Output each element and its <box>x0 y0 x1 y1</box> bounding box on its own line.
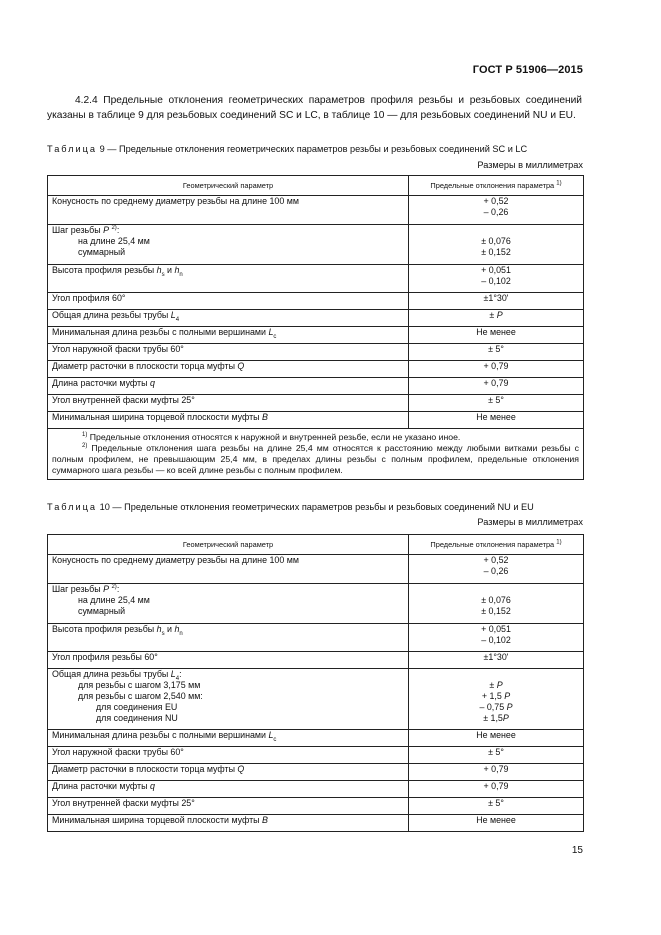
table-row: Высота профиля резьбы $h_s$ и $h_n$ + 0,051 – 0,102 <box>48 265 584 293</box>
clause-number: 4.2.4 <box>75 95 98 106</box>
table9-units: Размеры в миллиметрах <box>477 160 583 170</box>
footnote-1: Предельные отклонения относятся к наружной и внутренней резьбе, если не указано иное. <box>89 432 461 442</box>
table-10 <box>47 534 584 832</box>
table-row: Угол внутренней фаски муфты 25° ± 5° <box>48 798 584 815</box>
table-row: Минимальная ширина торцевой плоскости муфты B Не менее <box>48 412 584 429</box>
table-row: Длина расточки муфты q + 0,79 <box>48 378 584 395</box>
clause-text: Предельные отклонения геометрических параметров профиля резьбы и резьбовых соединений указаны в таблице 9 для резьбовых соединений SC и LC, в таблице 10 — для резьбовых соединений NU и EU. <box>47 95 582 121</box>
table-row: Высота профиля резьбы $h_s$ и $h_n$ + 0,051 – 0,102 <box>48 624 584 652</box>
table-row: Конусность по среднему диаметру резьбы на длине 100 мм + 0,52 – 0,26 <box>48 196 584 225</box>
table-row: Шаг резьбы P $^{2)}$: на длине 25,4 мм суммарный ± 0,076 ± 0,152 <box>48 584 584 624</box>
table-row: Минимальная длина резьбы с полными вершинами $L_c$ Не менее <box>48 730 584 747</box>
table10-header-deviation: Предельные отклонения параметра $^{1)}$ <box>409 535 584 555</box>
table-row: Минимальная длина резьбы с полными вершинами $L_c$ Не менее <box>48 327 584 344</box>
table-row: Минимальная ширина торцевой плоскости муфты B Не менее <box>48 815 584 832</box>
table-row: Общая длина резьбы трубы $L_4$: для резьбы с шагом 3,175 мм для резьбы с шагом 2,540 мм: для соединения EU для соединения NU ± P + 1,5 P – 0,75 P ± 1,5P <box>48 669 584 730</box>
table-row: Угол наружной фаски трубы 60° ± 5° <box>48 747 584 764</box>
table9-footnotes: $^{1)}$ Предельные отклонения относятся к наружной и внутренней резьбе, если не указано иное. $^{2)}$ Предельные отклонения шага резьбы на длине 25,4 мм относятся к расстоянию между любыми витками резьбы с полным профилем, не превышающим 25,4 мм, в пределах длины резьбы с полным профилем, предельные отклонения суммарного шага резьбы — ко всей длине резьбы с полным профилем. <box>48 429 584 480</box>
clause-paragraph <box>47 94 582 123</box>
table-row: Конусность по среднему диаметру резьбы на длине 100 мм + 0,52 – 0,26 <box>48 555 584 584</box>
table-row: Угол профиля резьбы 60° ±1°30' <box>48 652 584 669</box>
table-9 <box>47 175 584 480</box>
table10-header-parameter: Геометрический параметр <box>48 535 409 555</box>
page-number: 15 <box>571 845 583 856</box>
table10-caption: Таблица 10 — Предельные отклонения геометрических параметров резьбы и резьбовых соединений NU и EU <box>47 502 534 512</box>
table9-header-deviation: Предельные отклонения параметра $^{1)}$ <box>409 176 584 196</box>
table-row: Диаметр расточки в плоскости торца муфты Q + 0,79 <box>48 361 584 378</box>
table9-header-parameter: Геометрический параметр <box>48 176 409 196</box>
table9-caption: Таблица 9 — Предельные отклонения геометрических параметров резьбы и резьбовых соединений SC и LC <box>47 144 528 154</box>
footnote-2: Предельные отклонения шага резьбы на длине 25,4 мм относятся к расстоянию между любыми витками резьбы с полным профилем, не превышающим 25,4 мм, в пределах длины резьбы с полным профилем, предельные отклонения суммарного шага резьбы — ко всей длине резьбы с полным профилем. <box>52 443 579 475</box>
table-row: Угол профиля 60° ±1°30' <box>48 293 584 310</box>
table-row: Угол внутренней фаски муфты 25° ± 5° <box>48 395 584 412</box>
standard-header: ГОСТ Р 51906—2015 <box>472 64 583 76</box>
table-row: Диаметр расточки в плоскости торца муфты Q + 0,79 <box>48 764 584 781</box>
table-row: Длина расточки муфты q + 0,79 <box>48 781 584 798</box>
table10-units: Размеры в миллиметрах <box>477 517 583 527</box>
table-row: Угол наружной фаски трубы 60° ± 5° <box>48 344 584 361</box>
table-row: Общая длина резьбы трубы $L_4$ ± P <box>48 310 584 327</box>
table-row: Шаг резьбы P $^{2)}$: на длине 25,4 мм суммарный ± 0,076 ± 0,152 <box>48 225 584 265</box>
